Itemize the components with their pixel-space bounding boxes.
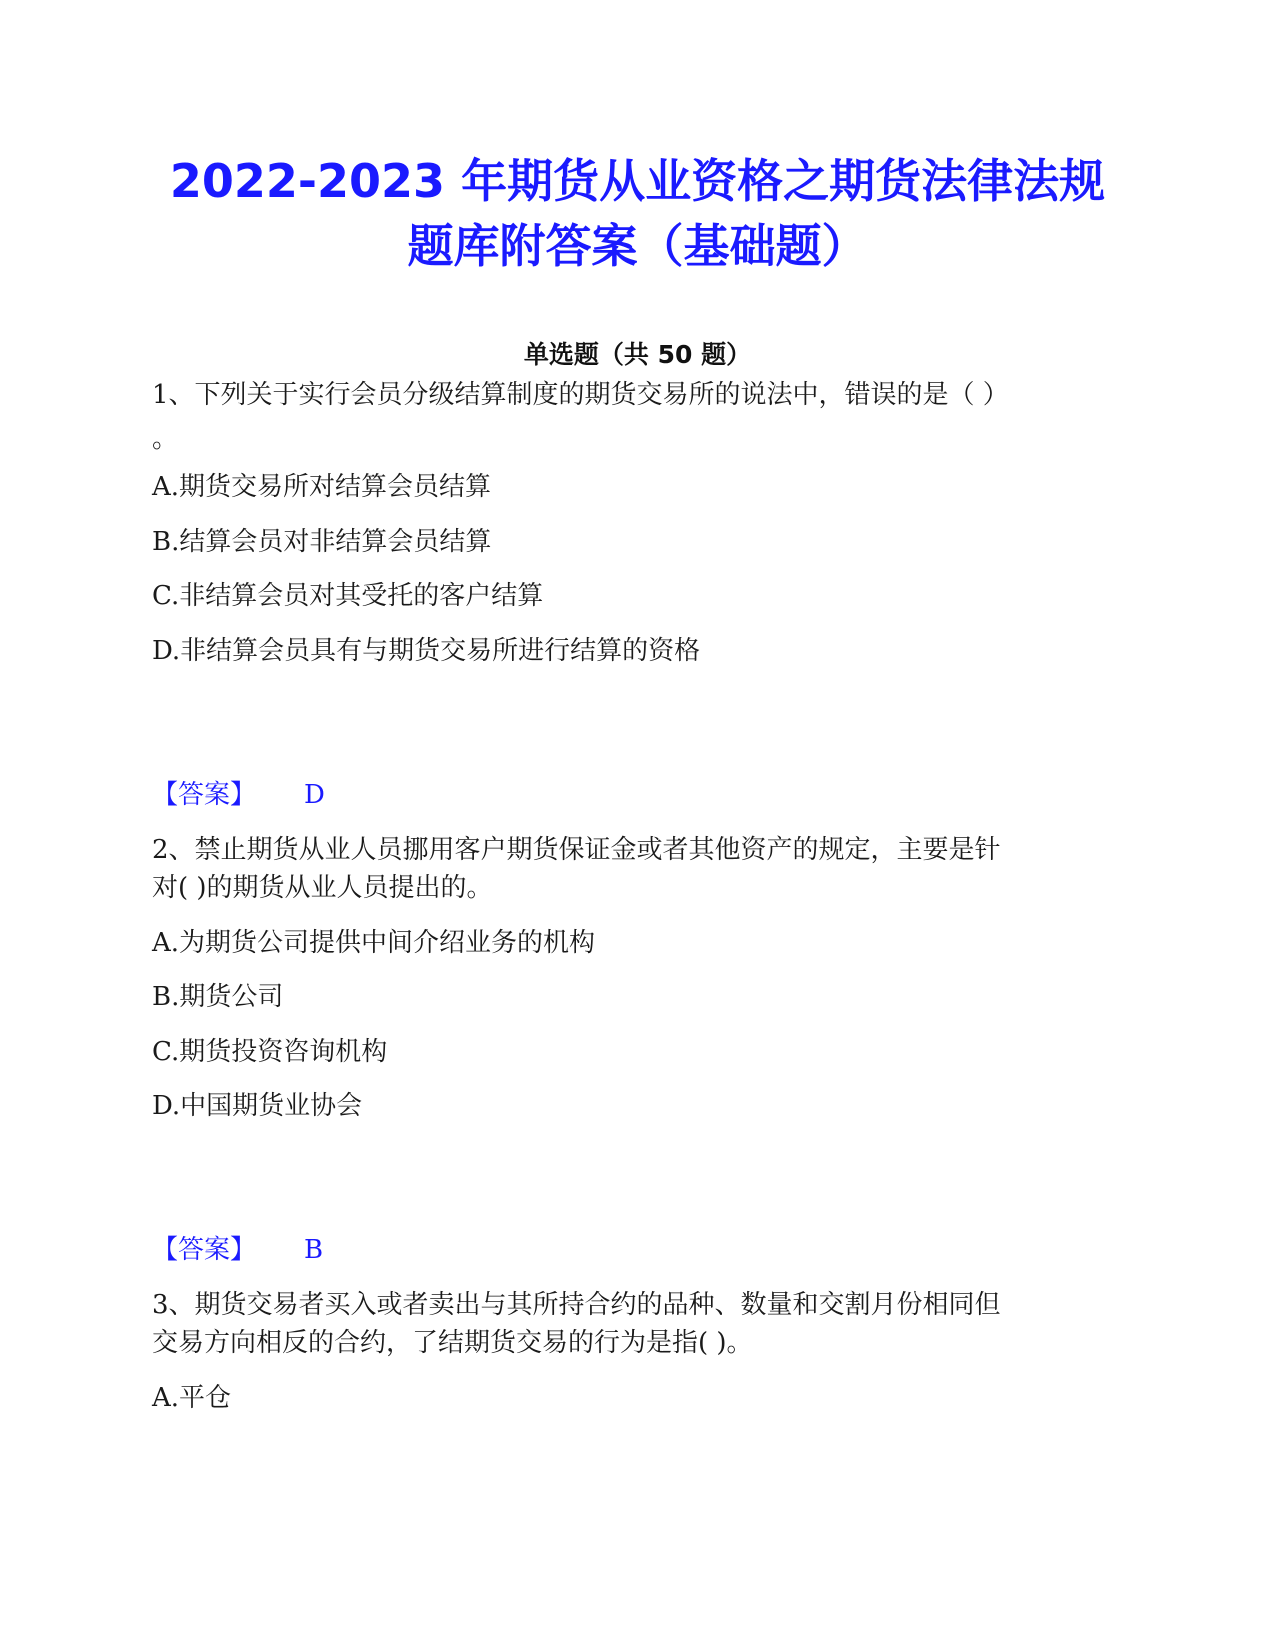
question-3-stem-line-2: 交易方向相反的合约，了结期货交易的行为是指( )。 [152,1328,753,1358]
question-2-stem-line-1: 2、禁止期货从业人员挪用客户期货保证金或者其他资产的规定，主要是针 [152,835,1001,865]
page-title-line-2: 题库附答案（基础题） [407,219,868,273]
question-1-option-a: A.期货交易所对结算会员结算 [152,472,492,502]
question-2-option-c: C.期货投资咨询机构 [152,1037,388,1067]
question-2-stem-line-2: 对( )的期货从业人员提出的。 [152,873,493,903]
question-2-answer [152,1233,323,1267]
page-title-line-1: 2022-2023 年期货从业资格之期货法律法规 [169,154,1106,208]
question-2-option-a: A.为期货公司提供中间介绍业务的机构 [152,928,596,958]
question-3-option-a: A.平仓 [152,1383,232,1413]
answer-value: B [304,1235,324,1265]
question-2-option-b: B.期货公司 [152,982,284,1012]
answer-label: 【答案】 [152,1235,257,1265]
answer-label: 【答案】 [152,780,257,810]
question-1-option-c: C.非结算会员对其受托的客户结算 [152,581,544,611]
question-1-answer [152,778,325,812]
question-2-option-d: D.中国期货业协会 [152,1091,363,1121]
question-3-stem-line-1: 3、期货交易者买入或者卖出与其所持合约的品种、数量和交割月份相同但 [152,1290,1001,1320]
answer-value: D [304,780,325,810]
question-1-option-b: B.结算会员对非结算会员结算 [152,527,492,557]
question-1-option-d: D.非结算会员具有与期货交易所进行结算的资格 [152,636,701,666]
question-1-stem-line-2: 。 [152,424,179,454]
question-1-stem-line-1: 1、下列关于实行会员分级结算制度的期货交易所的说法中，错误的是（ ） [152,380,1009,410]
section-heading: 单选题（共 50 题） [523,340,752,369]
